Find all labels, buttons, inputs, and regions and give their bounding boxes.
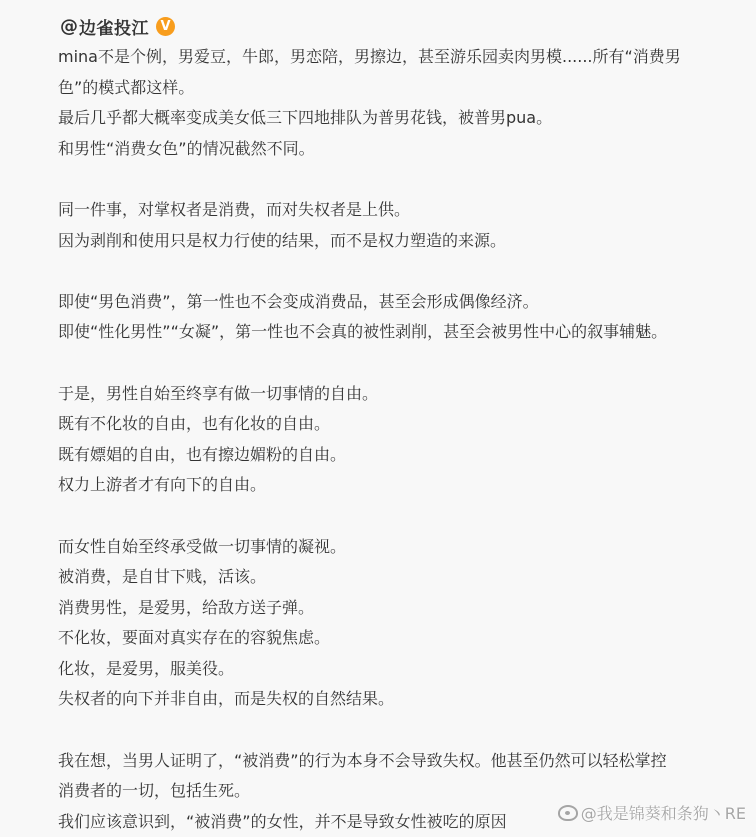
post-text-line: 色”的模式都这样。 bbox=[58, 77, 195, 97]
paragraph-gap bbox=[58, 501, 736, 532]
post-text-line: 化妆，是爱男，服美役。 bbox=[58, 658, 235, 678]
post-text-line: mina不是个例，男爱豆，牛郎，男恋陪，男擦边，甚至游乐园卖肉男模......所有“消费男 bbox=[58, 47, 681, 66]
post-text-line: 权力上游者才有向下的自由。 bbox=[58, 475, 267, 495]
paragraph-gap bbox=[58, 256, 736, 287]
post-text-line: 既有不化妆的自由，也有化妆的自由。 bbox=[58, 414, 331, 434]
post-text-line: 而女性自始至终承受做一切事情的凝视。 bbox=[58, 536, 347, 556]
watermark bbox=[558, 801, 746, 824]
post-text-line: 消费男性，是爱男，给敌方送子弹。 bbox=[58, 597, 315, 617]
paragraph-gap bbox=[58, 164, 736, 195]
verified-badge-icon: V bbox=[156, 17, 175, 36]
weibo-logo-icon bbox=[558, 805, 578, 821]
paragraph-gap bbox=[58, 715, 736, 746]
post-text-line: 因为剥削和使用只是权力行使的结果，而不是权力塑造的来源。 bbox=[58, 230, 507, 250]
post-text-line: 失权者的向下并非自由，而是失权的自然结果。 bbox=[58, 689, 395, 709]
paragraph-gap bbox=[58, 348, 736, 379]
at-symbol: @ bbox=[60, 15, 78, 37]
post-text-line: 被消费，是自甘下贱，活该。 bbox=[58, 567, 267, 587]
watermark-text: @我是锦葵和条狗丶RE bbox=[580, 804, 746, 823]
post-text-line: 最后几乎都大概率变成美女低三下四地排队为普男花钱，被普男pua。 bbox=[58, 108, 553, 128]
post-text-line: 于是，男性自始至终享有做一切事情的自由。 bbox=[58, 383, 379, 403]
post-body bbox=[58, 42, 736, 837]
author-name-link[interactable]: 边雀投江 bbox=[79, 18, 149, 39]
post-text-line: 即使“性化男性”“女凝”，第一性也不会真的被性剥削，甚至会被男性中心的叙事辅魅。 bbox=[58, 322, 668, 342]
post-text-line: 既有嫖娼的自由，也有擦边媚粉的自由。 bbox=[58, 444, 347, 464]
post-text-line: 即使“男色消费”，第一性也不会变成消费品，甚至会形成偶像经济。 bbox=[58, 291, 539, 311]
post-text-line: 我们应该意识到，“被消费”的女性，并不是导致女性被吃的原因 bbox=[58, 811, 507, 831]
post-text-line: 不化妆，要面对真实存在的容貌焦虑。 bbox=[58, 628, 331, 648]
post-header bbox=[60, 10, 736, 42]
post-text-line: 和男性“消费女色”的情况截然不同。 bbox=[58, 138, 315, 158]
post-text-line: 同一件事，对掌权者是消费，而对失权者是上供。 bbox=[58, 199, 411, 219]
post-text-line: 我在想，当男人证明了，“被消费”的行为本身不会导致失权。他甚至仍然可以轻松掌控 bbox=[58, 750, 667, 770]
post-text-line: 消费者的一切，包括生死。 bbox=[58, 781, 251, 801]
